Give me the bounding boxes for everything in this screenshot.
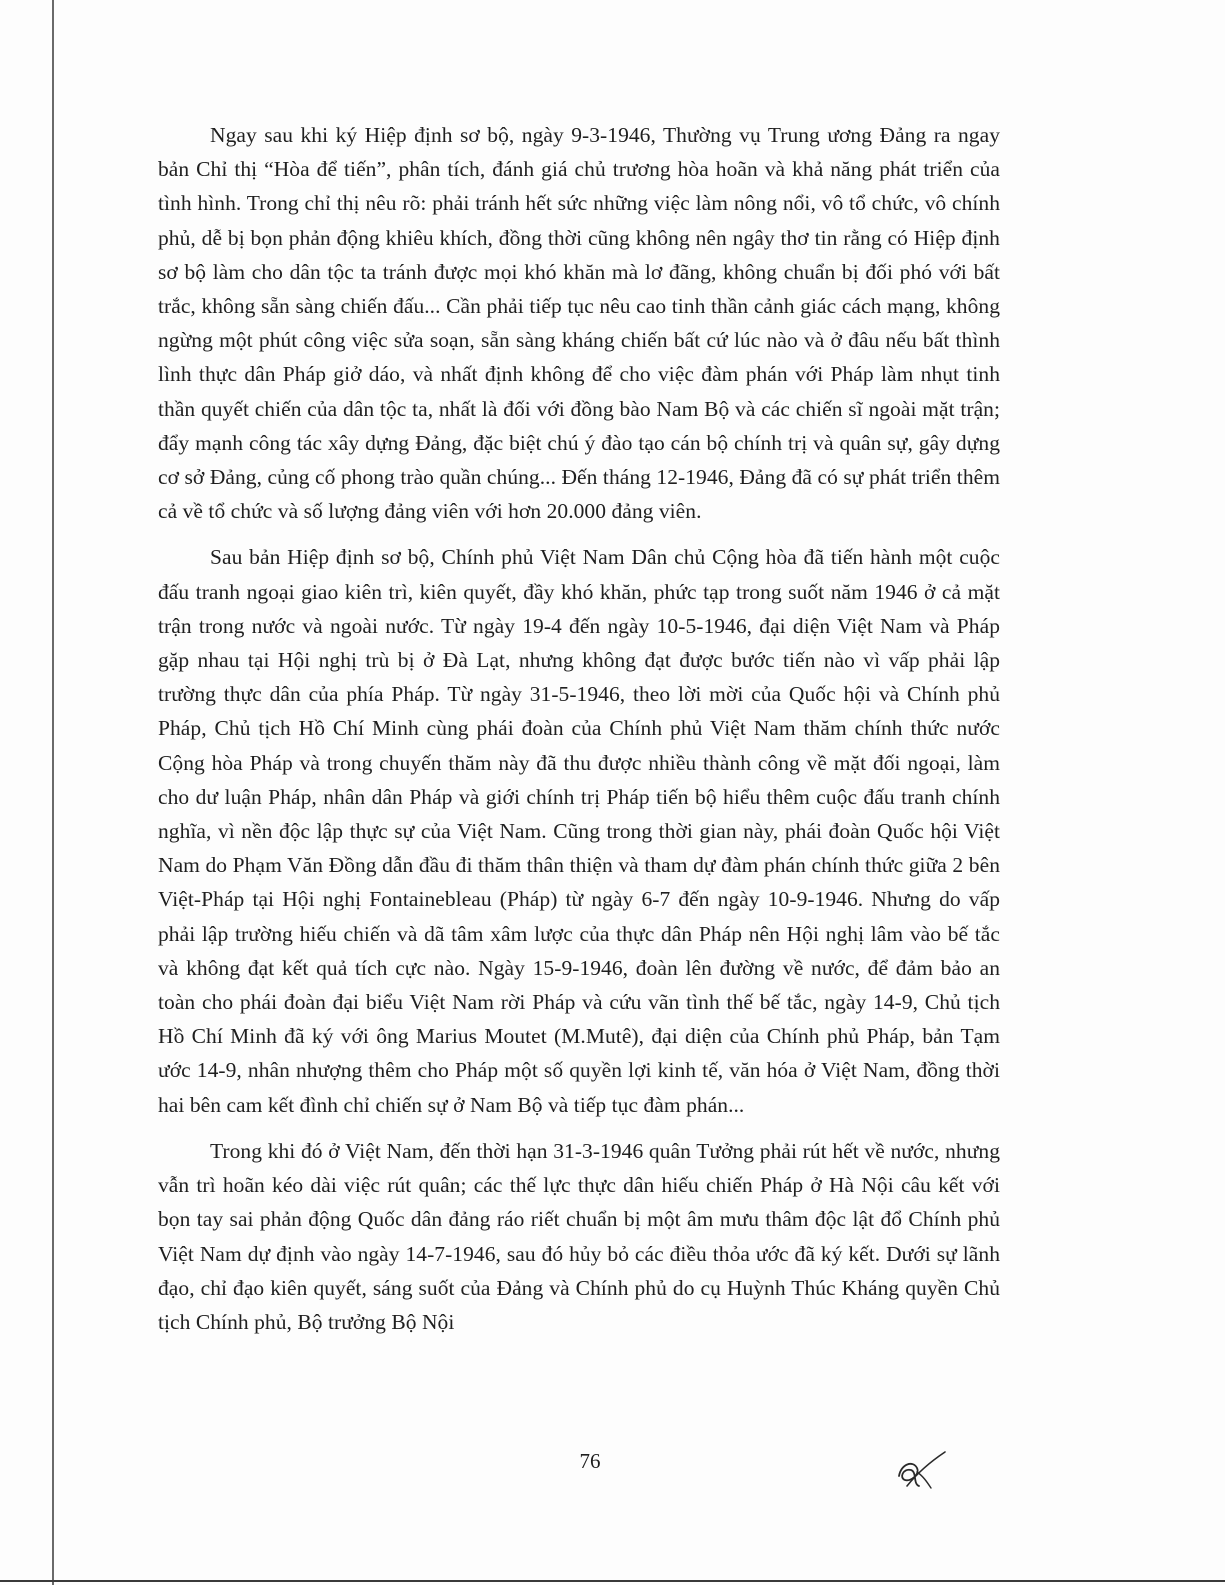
- page-bottom-edge-line: [0, 1580, 1225, 1582]
- page-left-edge-line: [52, 0, 54, 1585]
- paragraph: Sau bản Hiệp định sơ bộ, Chính phủ Việt Nam Dân chủ Cộng hòa đã tiến hành một cuộc đấu tranh ngoại giao kiên trì, kiên quyết, đầy khó khăn, phức tạp trong suốt năm 1946 ở cả mặt trận trong nước và ngoài nước. Từ ngày 19-4 đến ngày 10-5-1946, đại diện Việt Nam và Pháp gặp nhau tại Hội nghị trù bị ở Đà Lạt, nhưng không đạt được bước tiến nào vì vấp phải lập trường thực dân của phía Pháp. Từ ngày 31-5-1946, theo lời mời của Quốc hội và Chính phủ Pháp, Chủ tịch Hồ Chí Minh cùng phái đoàn của Chính phủ Việt Nam thăm chính thức nước Cộng hòa Pháp và trong chuyến thăm này đã thu được nhiều thành công về mặt đối ngoại, làm cho dư luận Pháp, nhân dân Pháp và giới chính trị Pháp tiến bộ hiểu thêm cuộc đấu tranh chính nghĩa, vì nền độc lập thực sự của Việt Nam. Cũng trong thời gian này, phái đoàn Quốc hội Việt Nam do Phạm Văn Đồng dẫn đầu đi thăm thân thiện và tham dự đàm phán chính thức giữa 2 bên Việt-Pháp tại Hội nghị Fontainebleau (Pháp) từ ngày 6-7 đến ngày 10-9-1946. Nhưng do vấp phải lập trường hiếu chiến và dã tâm xâm lược của thực dân Pháp nên Hội nghị lâm vào bế tắc và không đạt kết quả tích cực nào. Ngày 15-9-1946, đoàn lên đường về nước, để đảm bảo an toàn cho phái đoàn đại biểu Việt Nam rời Pháp và cứu vãn tình thế bế tắc, ngày 14-9, Chủ tịch Hồ Chí Minh đã ký với ông Marius Moutet (M.Mutê), đại diện của Chính phủ Pháp, bản Tạm ước 14-9, nhân nhượng thêm cho Pháp một số quyền lợi kinh tế, văn hóa ở Việt Nam, đồng thời hai bên cam kết đình chỉ chiến sự ở Nam Bộ và tiếp tục đàm phán...: [158, 545, 1000, 1117]
- paragraph: Trong khi đó ở Việt Nam, đến thời hạn 31-3-1946 quân Tưởng phải rút hết về nước, nhưng vẫn trì hoãn kéo dài việc rút quân; các thế lực thực dân hiếu chiến Pháp ở Hà Nội câu kết với bọn tay sai phản động Quốc dân đảng ráo riết chuẩn bị một âm mưu thâm độc lật đổ Chính phủ Việt Nam dự định vào ngày 14-7-1946, sau đó hủy bỏ các điều thỏa ước đã ký kết. Dưới sự lãnh đạo, chỉ đạo kiên quyết, sáng suốt của Đảng và Chính phủ do cụ Huỳnh Thúc Kháng quyền Chủ tịch Chính phủ, Bộ trưởng Bộ Nội: [158, 1138, 1000, 1334]
- page-number: 76: [579, 1449, 601, 1473]
- paragraph: Ngay sau khi ký Hiệp định sơ bộ, ngày 9-3-1946, Thường vụ Trung ương Đảng ra ngay bản Chỉ thị “Hòa để tiến”, phân tích, đánh giá chủ trương hòa hoãn và khả năng phát triển của tình hình. Trong chỉ thị nêu rõ: phải tránh hết sức những việc làm nông nổi, vô tổ chức, vô chính phủ, dễ bị bọn phản động khiêu khích, đồng thời cũng không nên ngây thơ tin rằng có Hiệp định sơ bộ làm cho dân tộc ta tránh được mọi khó khăn mà lơ đãng, không chuẩn bị đối phó với bất trắc, không sẵn sàng chiến đấu... Cần phải tiếp tục nêu cao tinh thần cảnh giác cách mạng, không ngừng một phút công việc sửa soạn, sẵn sàng kháng chiến bất cứ lúc nào và ở đâu nếu bất thình lình thực dân Pháp giở dáo, và nhất định không để cho việc đàm phán với Pháp làm nhụt tinh thần quyết chiến của dân tộc ta, nhất là đối với đồng bào Nam Bộ và các chiến sĩ ngoài mặt trận; đẩy mạnh công tác xây dựng Đảng, đặc biệt chú ý đào tạo cán bộ chính trị và quân sự, gây dựng cơ sở Đảng, củng cố phong trào quần chúng... Đến tháng 12-1946, Đảng đã có sự phát triển thêm cả về tổ chức và số lượng đảng viên với hơn 20.000 đảng viên.: [158, 123, 1000, 524]
- handwritten-initial-signature: [893, 1446, 953, 1492]
- body-text: [158, 118, 1000, 1351]
